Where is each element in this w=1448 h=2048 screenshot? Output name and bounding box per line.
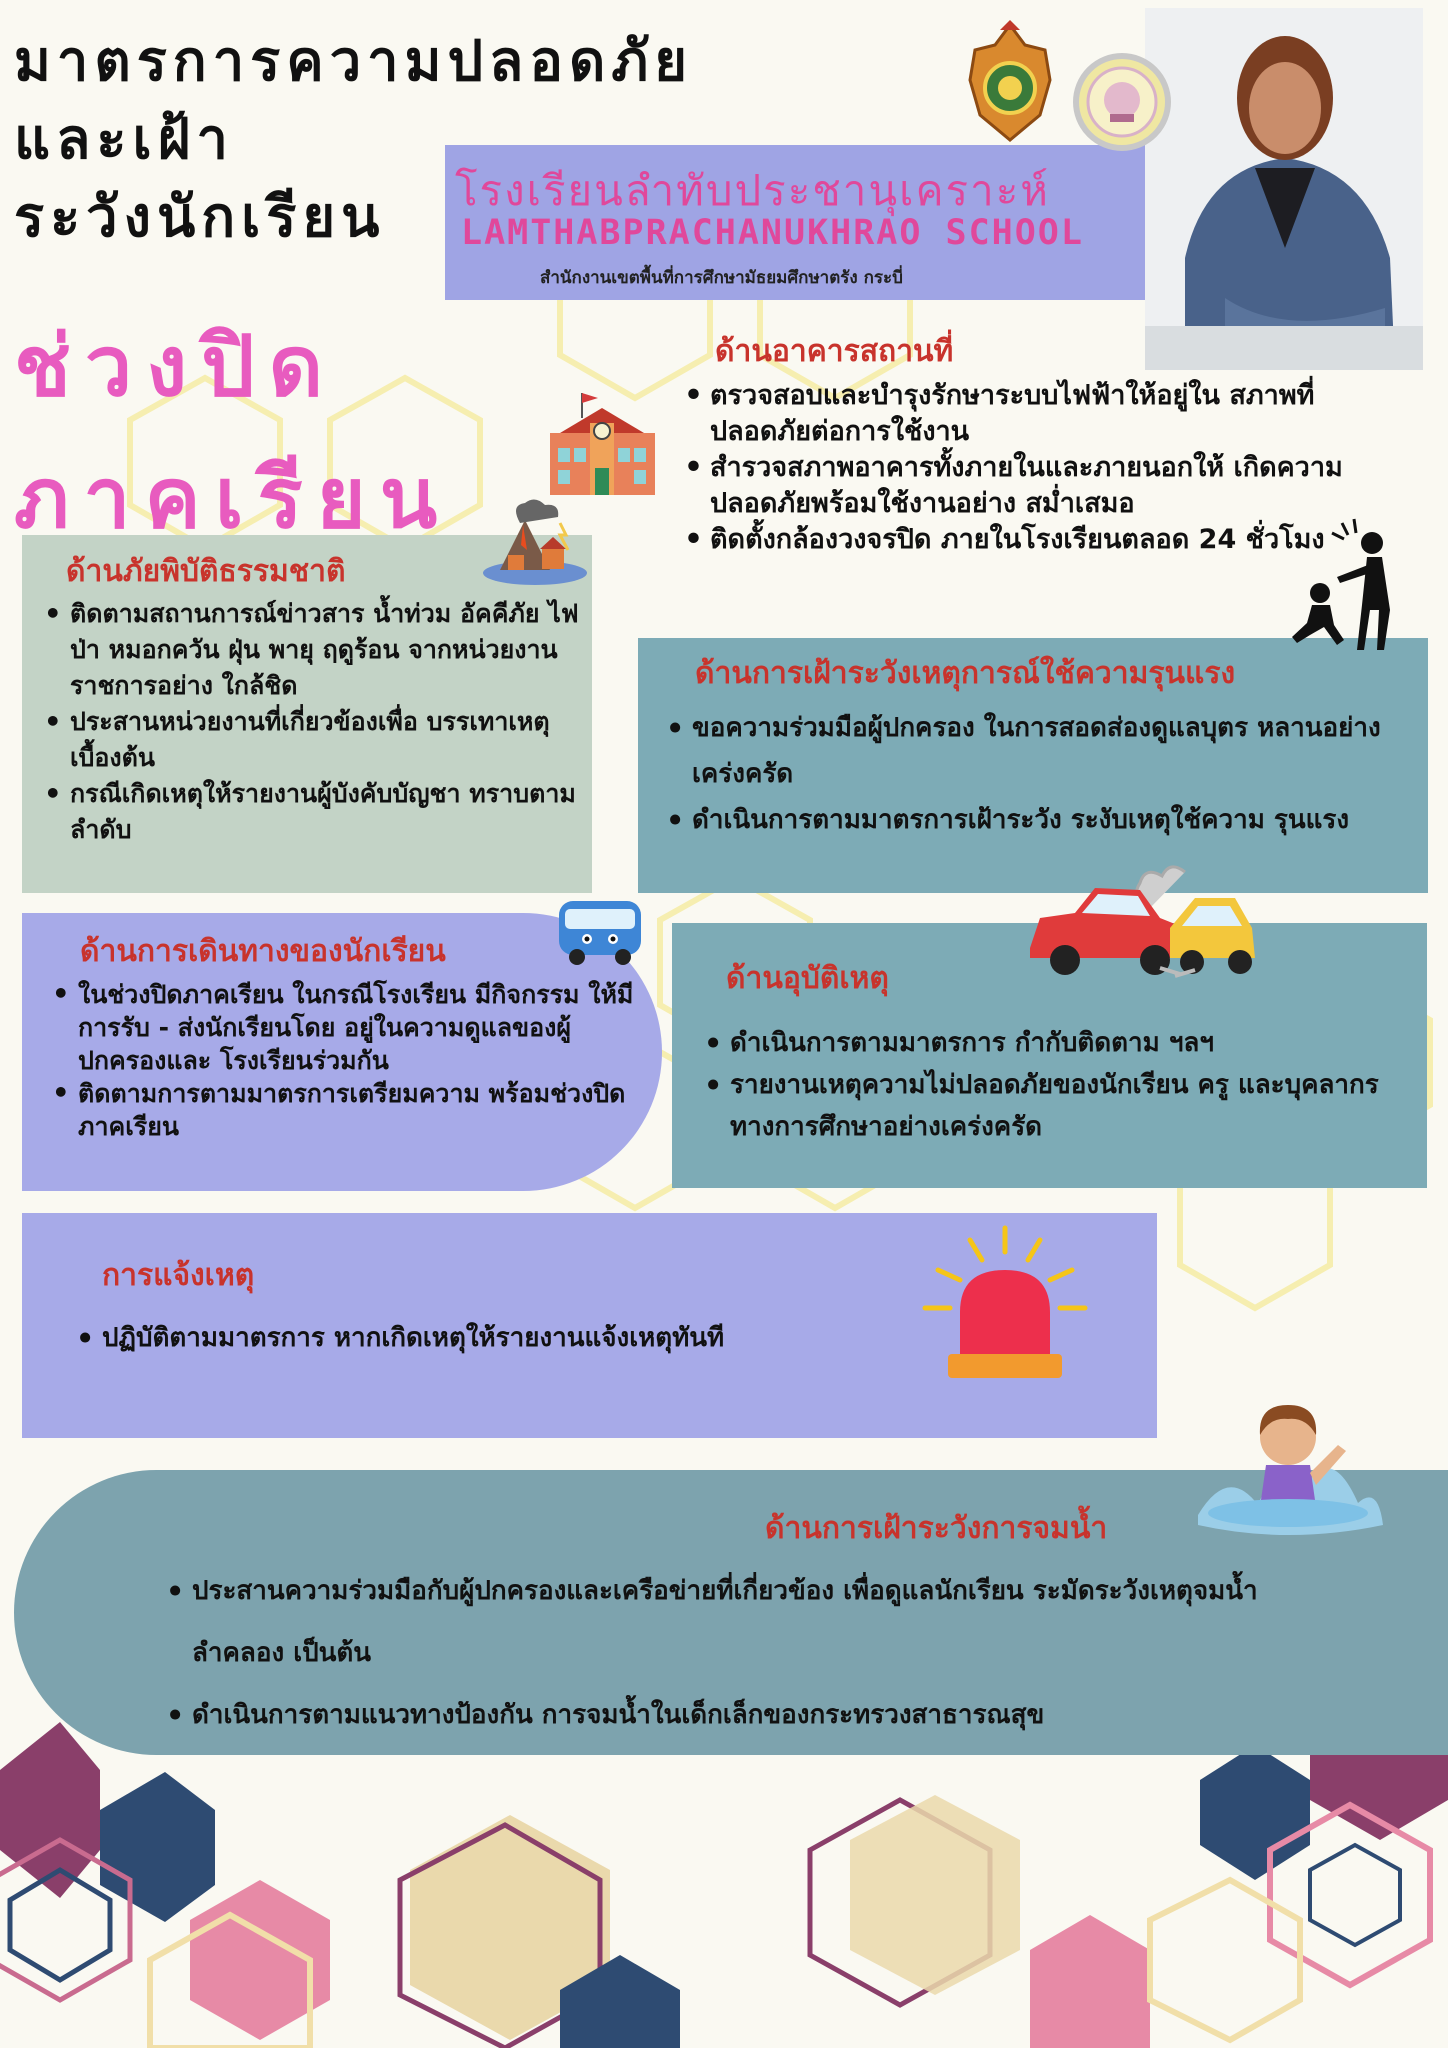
- drowning-child-icon: [1188, 1395, 1388, 1545]
- subtitle-line-1: ช่วงปิด: [14, 316, 338, 415]
- list-item: • ขอความร่วมมือผู้ปกครอง ในการสอดส่องดูแลบุตร หลานอย่างเคร่งครัด: [662, 705, 1422, 797]
- violence-figure-icon: [1282, 515, 1412, 655]
- travel-list: [48, 978, 648, 1143]
- accident-heading: ด้านอุบัติเหตุ: [726, 961, 889, 996]
- travel-heading: ด้านการเดินทางของนักเรียน: [80, 934, 446, 969]
- report-heading: การแจ้งเหตุ: [102, 1258, 255, 1293]
- list-item: • ติดตามสถานการณ์ข่าวสาร น้ำท่วม อัคคีภัย ไฟป่า หมอกควัน ฝุ่น พายุ ฤดูร้อน จากหน่วยงานราชการอย่าง ใกล้ชิด: [40, 596, 580, 704]
- car-crash-icon: [1020, 858, 1260, 988]
- list-item: • สำรวจสภาพอาคารทั้งภายในและภายนอกให้ เกิดความปลอดภัยพร้อมใช้งานอย่าง สม่ำเสมอ: [680, 450, 1360, 522]
- accident-list: [700, 1022, 1400, 1148]
- list-item: • ปฏิบัติตามมาตรการ หากเกิดเหตุให้รายงานแจ้งเหตุทันที: [72, 1320, 972, 1356]
- violence-list: [662, 705, 1422, 843]
- list-item: • ดำเนินการตามมาตรการ กำกับติดตาม ฯลฯ: [700, 1022, 1400, 1064]
- title-line-2: และเฝ้า: [14, 106, 234, 172]
- subtitle-line-2: ภาคเรียน: [14, 448, 452, 547]
- report-list: [72, 1320, 972, 1356]
- education-office: สำนักงานเขตพื้นที่การศึกษามัธยมศึกษาตรัง กระบี่: [540, 268, 903, 288]
- list-item: • ติดตามการตามมาตรการเตรียมความ พร้อมช่วงปิดภาคเรียน: [48, 1077, 648, 1143]
- school-building-icon: [540, 388, 665, 503]
- drowning-heading: ด้านการเฝ้าระวังการจมน้ำ: [765, 1511, 1108, 1546]
- list-item: • ดำเนินการตามแนวทางป้องกัน การจมน้ำในเด็กเล็กของกระทรวงสาธารณสุข: [162, 1684, 1342, 1746]
- school-seal-icon: [1072, 52, 1172, 152]
- principal-photo: [1145, 8, 1423, 370]
- list-item: • ในช่วงปิดภาคเรียน ในกรณีโรงเรียน มีกิจกรรม ให้มีการรับ - ส่งนักเรียนโดย อยู่ในความดูแลของผู้ปกครองและ โรงเรียนร่วมกัน: [48, 978, 648, 1077]
- school-emblem-icon: [955, 20, 1065, 150]
- list-item: • ตรวจสอบและบำรุงรักษาระบบไฟฟ้าให้อยู่ใน สภาพที่ปลอดภัยต่อการใช้งาน: [680, 378, 1360, 450]
- list-item: • รายงานเหตุความไม่ปลอดภัยของนักเรียน ครู และบุคลากรทางการศึกษาอย่างเคร่งครัด: [700, 1064, 1400, 1148]
- school-name-english: LAMTHABPRACHANUKHRAO SCHOOL: [461, 213, 1084, 253]
- disaster-list: [40, 596, 580, 848]
- list-item: • ประสานหน่วยงานที่เกี่ยวข้องเพื่อ บรรเทาเหตุเบื้องต้น: [40, 704, 580, 776]
- violence-heading: ด้านการเฝ้าระวังเหตุการณ์ใช้ความรุนแรง: [695, 656, 1236, 691]
- siren-icon: [920, 1222, 1090, 1382]
- building-list: [680, 378, 1360, 558]
- bus-icon: [555, 895, 645, 967]
- list-item: • ดำเนินการตามมาตรการเฝ้าระวัง ระงับเหตุใช้ความ รุนแรง: [662, 797, 1422, 843]
- list-item: • ติดตั้งกล้องวงจรปิด ภายในโรงเรียนตลอด 24 ชั่วโมง: [680, 522, 1360, 558]
- disaster-heading: ด้านภัยพิบัติธรรมชาติ: [66, 554, 346, 589]
- volcano-disaster-icon: [480, 495, 590, 585]
- list-item: • กรณีเกิดเหตุให้รายงานผู้บังคับบัญชา ทราบตามลำดับ: [40, 776, 580, 848]
- title-line-3: ระวังนักเรียน: [14, 184, 386, 250]
- list-item: • ประสานความร่วมมือกับผู้ปกครองและเครือข่ายที่เกี่ยวข้อง เพื่อดูแลนักเรียน ระมัดระวังเหตุจมน้ำ ลำคลอง เป็นต้น: [162, 1560, 1342, 1684]
- title-line-1: มาตรการความปลอดภัย: [14, 28, 694, 94]
- building-heading: ด้านอาคารสถานที่: [715, 334, 954, 369]
- drowning-list: [162, 1560, 1342, 1746]
- school-name-thai: โรงเรียนลำทับประชานุเคราะห์: [455, 166, 1050, 215]
